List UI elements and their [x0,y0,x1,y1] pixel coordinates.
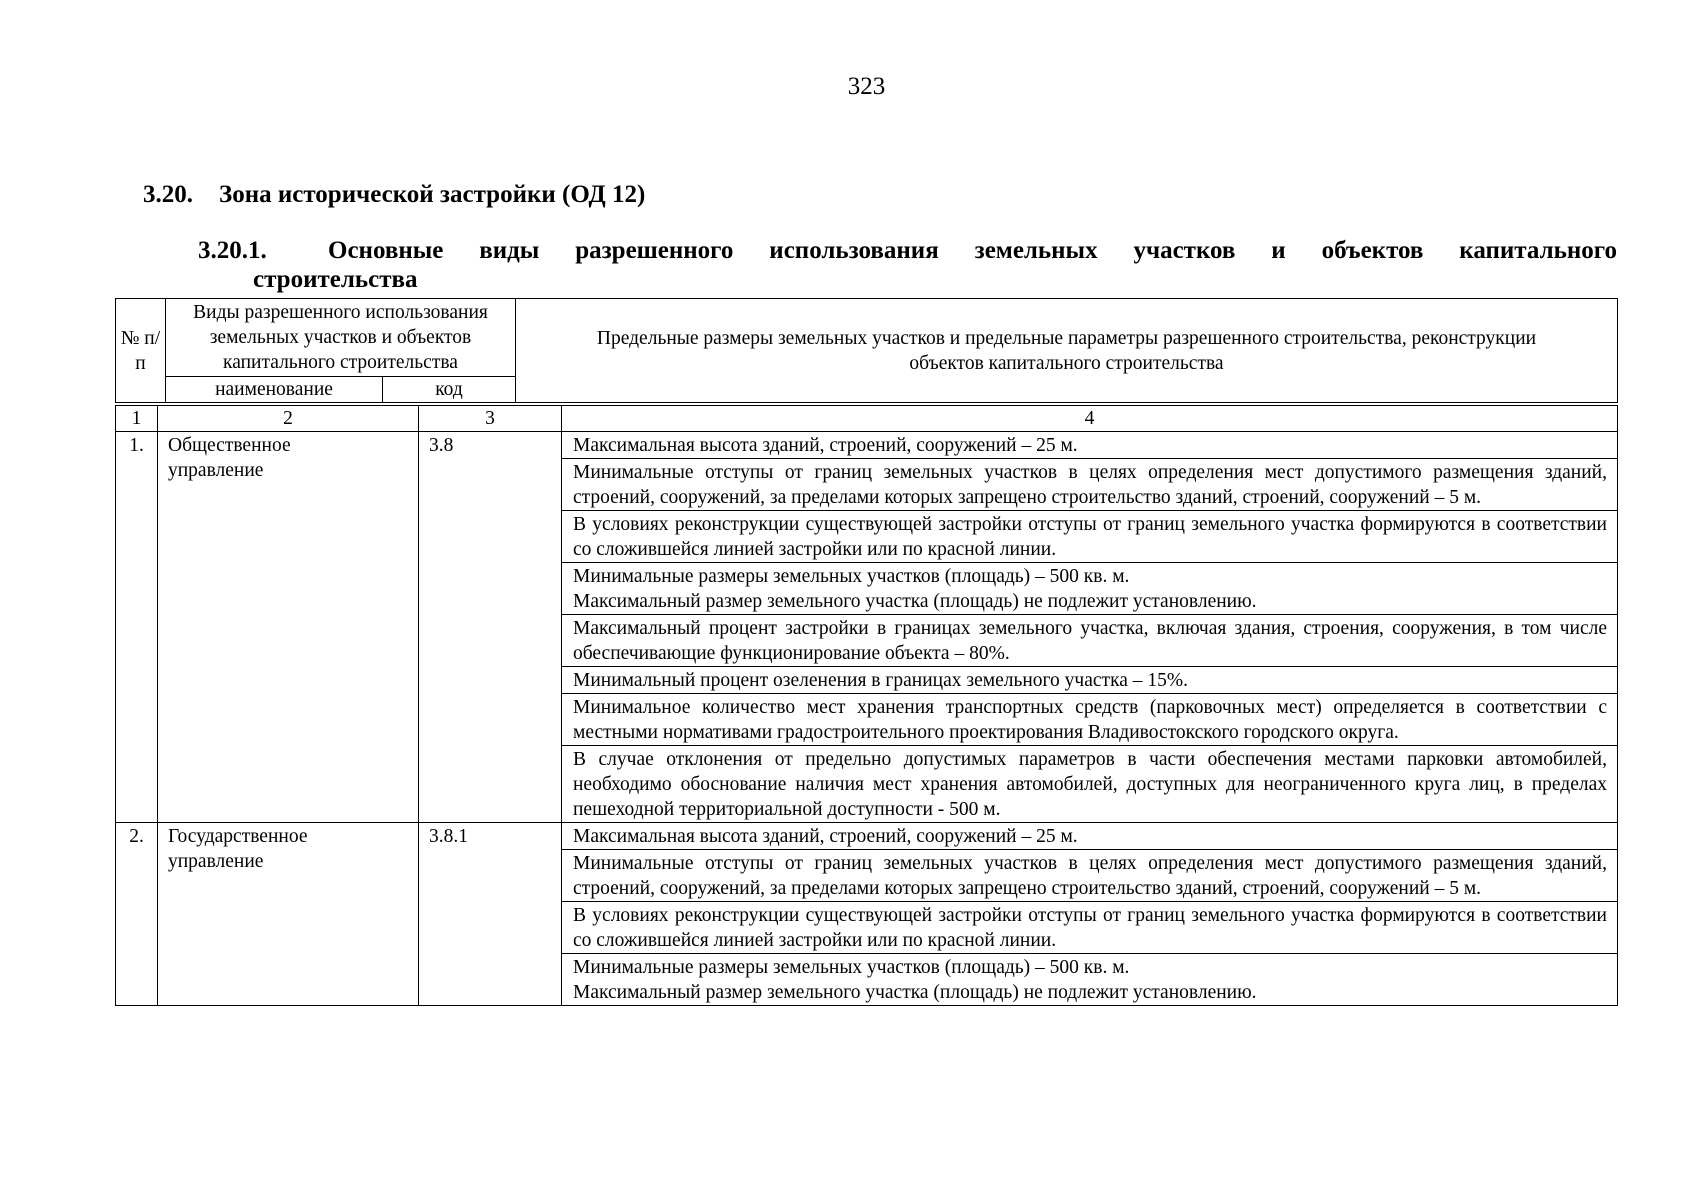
section-title-text: Зона исторической застройки (ОД 12) [219,181,646,208]
parameter-cell: Минимальные отступы от границ земельных участков в целях определения мест допустимого размещения зданий, строений, сооружений, за пределами которых запрещено строительство зданий, строений, сооружений – 5 м. [562,850,1618,902]
header-col-name: наименование [166,377,383,403]
parameter-cell: Минимальные размеры земельных участков (площадь) – 500 кв. м. Максимальный размер земельного участка (площадь) не подлежит установлению. [562,563,1618,615]
subsection-number: 3.20.1. [198,237,267,264]
subsection-title [198,236,1617,266]
parameter-cell: В условиях реконструкции существующей застройки отступы от границ земельного участка формируются в соответствии со сложившейся линией застройки или по красной линии. [562,511,1618,563]
section-number: 3.20. [143,181,193,208]
parameter-cell: Минимальное количество мест хранения транспортных средств (парковочных мест) определяется в соответствии с местными нормативами градостроительного проектирования Владивостокского городского округа. [562,694,1618,746]
col-number: 4 [562,406,1618,432]
use-type-code: 3.8 [419,432,562,823]
header-col-params: Предельные размеры земельных участков и предельные параметры разрешенного строительства, реконструкции объектов капитального строительства [516,299,1618,403]
col-number: 2 [158,406,419,432]
subsection-title-line2: строительства [253,266,418,293]
data-table [115,405,1618,1006]
header-col-code: код [383,377,516,403]
parameter-cell: Минимальные размеры земельных участков (площадь) – 500 кв. м. Максимальный размер земельного участка (площадь) не подлежит установлению. [562,954,1618,1006]
parameter-cell: В случае отклонения от предельно допустимых параметров в части обеспечения местами парковки автомобилей, необходимо обоснование наличия мест хранения автомобилей, доступных для неограниченного круга лиц, в пределах пешеходной территориальной доступности - 500 м. [562,746,1618,823]
row-number: 2. [116,823,158,1006]
use-type-name: Государственное управление [158,823,419,1006]
col-number: 3 [419,406,562,432]
table-row [116,432,1618,459]
section-title [143,181,645,209]
row-number: 1. [116,432,158,823]
table-row [116,823,1618,850]
header-col-types: Виды разрешенного использования земельных участков и объектов капитального строительства [166,299,516,377]
col-number: 1 [116,406,158,432]
use-type-name: Общественное управление [158,432,419,823]
parameter-cell: В условиях реконструкции существующей застройки отступы от границ земельного участка формируются в соответствии со сложившейся линией застройки или по красной линии. [562,902,1618,954]
column-number-row [116,406,1618,432]
parameter-cell: Минимальный процент озеленения в границах земельного участка – 15%. [562,667,1618,694]
parameter-cell: Максимальная высота зданий, строений, сооружений – 25 м. [562,823,1618,850]
use-type-code: 3.8.1 [419,823,562,1006]
subsection-title-line1: Основные виды разрешенного использования земельных участков и объектов капитального [328,237,1617,264]
parameter-cell: Минимальные отступы от границ земельных участков в целях определения мест допустимого размещения зданий, строений, сооружений, за пределами которых запрещено строительство зданий, строений, сооружений – 5 м. [562,459,1618,511]
page-number: 323 [847,73,886,100]
header-col-num: № п/п [116,299,166,403]
table-header [115,298,1618,403]
parameter-cell: Максимальный процент застройки в границах земельного участка, включая здания, строения, сооружения, в том числе обеспечивающие функционирование объекта – 80%. [562,615,1618,667]
parameter-cell: Максимальная высота зданий, строений, сооружений – 25 м. [562,432,1618,459]
